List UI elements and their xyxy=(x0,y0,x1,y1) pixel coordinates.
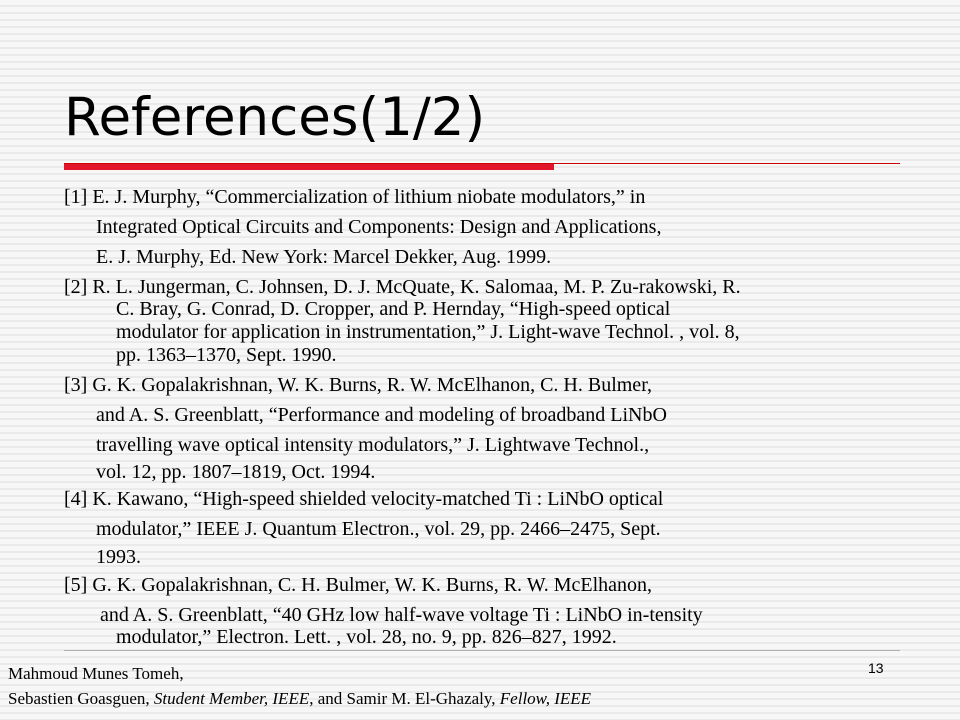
reference-5-line-2: and A. S. Greenblatt, “40 GHz low half-wave voltage Ti : LiNbO in-tensity xyxy=(100,604,703,626)
reference-1-line-2: Integrated Optical Circuits and Components: Design and Applications, xyxy=(96,216,662,238)
reference-3-line-3: travelling wave optical intensity modulators,” J. Lightwave Technol., xyxy=(96,434,650,456)
reference-4-line-2: modulator,” IEEE J. Quantum Electron., vol. 29, pp. 2466–2475, Sept. xyxy=(96,518,661,540)
footer-divider xyxy=(64,650,900,651)
footer-author-name-goasguen: Sebastien Goasguen, xyxy=(8,689,154,708)
reference-5-line-1: [5] G. K. Gopalakrishnan, C. H. Bulmer, W. K. Burns, R. W. McElhanon, xyxy=(64,574,653,596)
reference-1-line-1: [1] E. J. Murphy, “Commercialization of lithium niobate modulators,” in xyxy=(64,186,646,208)
footer-author-line-2 xyxy=(8,689,591,709)
footer-author-title-fellow: Fellow, IEEE xyxy=(499,689,592,708)
reference-3-line-2: and A. S. Greenblatt, “Performance and modeling of broadband LiNbO xyxy=(96,404,667,426)
reference-2-line-1: [2] R. L. Jungerman, C. Johnsen, D. J. McQuate, K. Salomaa, M. P. Zu-rakowski, R. xyxy=(64,276,741,298)
reference-3-line-4: vol. 12, pp. 1807–1819, Oct. 1994. xyxy=(96,461,376,483)
reference-2-line-2: C. Bray, G. Conrad, D. Cropper, and P. Hernday, “High-speed optical xyxy=(116,298,671,320)
reference-4-line-3: 1993. xyxy=(96,546,141,568)
footer-author-line-1: Mahmoud Munes Tomeh, xyxy=(8,664,184,683)
reference-3-line-1: [3] G. K. Gopalakrishnan, W. K. Burns, R. W. McElhanon, C. H. Bulmer, xyxy=(64,374,653,396)
footer-author-name-elghazaly: , and Samir M. El-Ghazaly, xyxy=(309,689,500,708)
footer-author-title-student-member: Student Member, IEEE xyxy=(153,689,310,708)
reference-5-line-3: modulator,” Electron. Lett. , vol. 28, no. 9, pp. 826–827, 1992. xyxy=(116,626,617,648)
reference-2-line-4: pp. 1363–1370, Sept. 1990. xyxy=(116,344,337,366)
reference-2-line-3: modulator for application in instrumentation,” J. Light-wave Technol. , vol. 8, xyxy=(116,321,740,343)
reference-4-line-1: [4] K. Kawano, “High-speed shielded velocity-matched Ti : LiNbO optical xyxy=(64,488,664,510)
slide-title: References(1/2) xyxy=(64,87,486,148)
reference-1-line-3: E. J. Murphy, Ed. New York: Marcel Dekker, Aug. 1999. xyxy=(96,246,552,268)
page-number: 13 xyxy=(868,660,884,676)
